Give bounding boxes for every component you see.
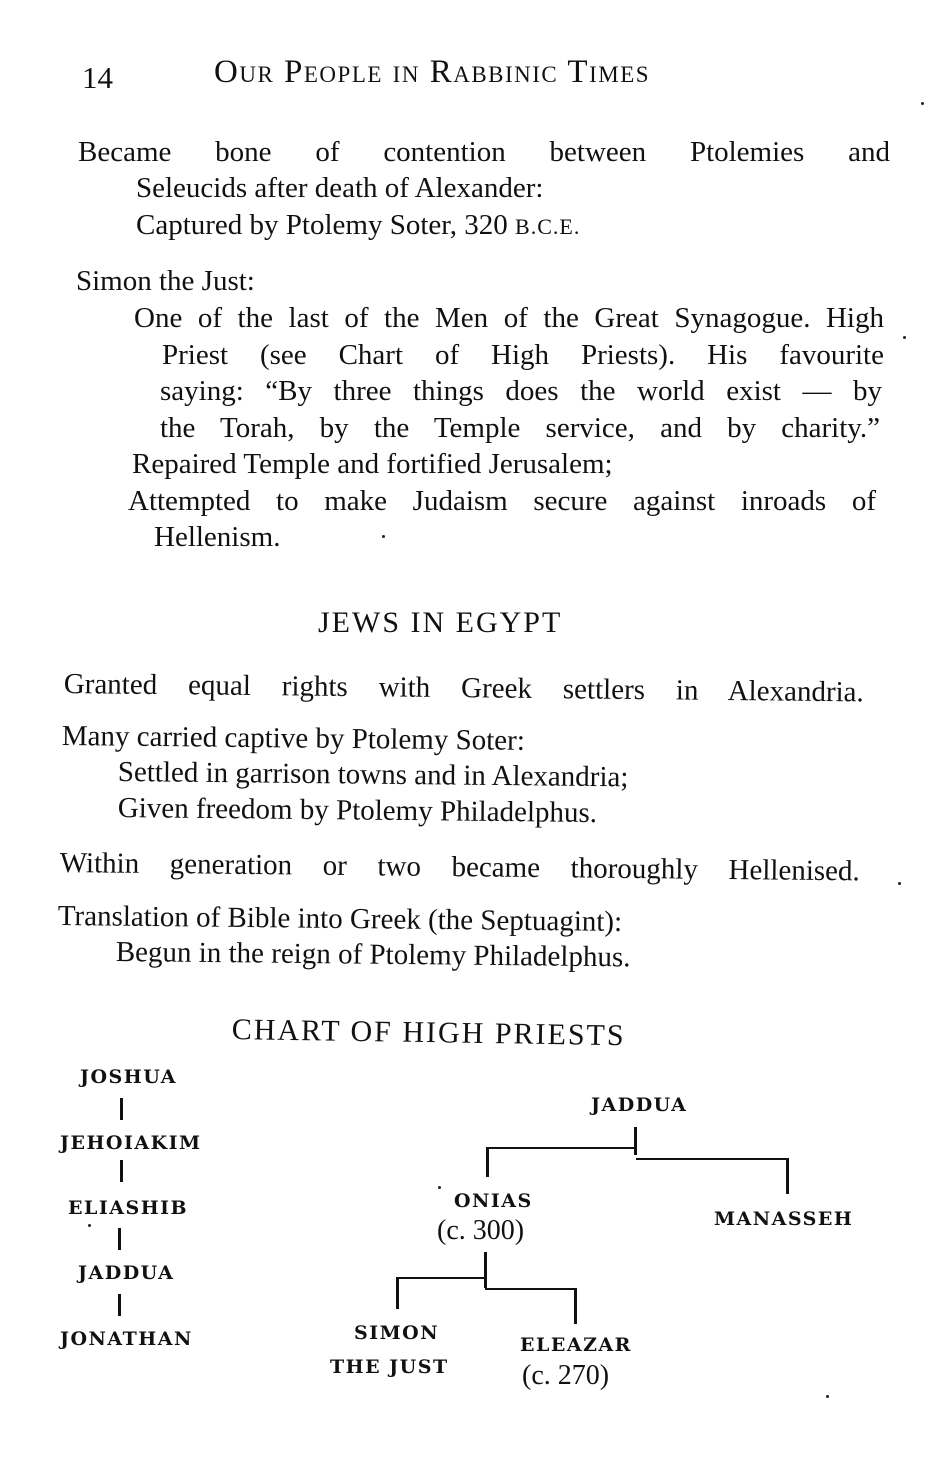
connector — [636, 1158, 788, 1160]
ptolemies-line-3-text: Captured by Ptolemy Soter, 320 — [136, 209, 516, 241]
chart-title: CHART OF HIGH PRIESTS — [231, 1012, 626, 1053]
onias-date: (c. 300) — [437, 1215, 525, 1246]
egypt-line-1: Granted equal rights with Greek settlers in Alexandria. — [63, 667, 864, 709]
egypt-line-7: Begun in the reign of Ptolemy Philadelphus. — [115, 935, 631, 974]
priest-onias: ONIAS — [454, 1190, 533, 1212]
priest-simon-line-2: THE JUST — [330, 1356, 449, 1378]
print-speck — [903, 336, 906, 339]
connector — [396, 1277, 399, 1309]
priest-eliashib: ELIASHIB — [68, 1197, 189, 1219]
simon-p3-line-2: Hellenism. — [154, 521, 281, 553]
simon-p1-line-2: Priest (see Chart of High Priests). His favourite — [162, 339, 884, 371]
connector — [484, 1252, 487, 1288]
print-speck — [382, 535, 385, 538]
ptolemies-line-3 — [136, 207, 580, 245]
simon-p1-line-4: the Torah, by the Temple service, and by charity.” — [160, 412, 880, 444]
print-speck — [921, 102, 924, 105]
priest-jonathan: JONATHAN — [60, 1328, 193, 1350]
egypt-line-2: Many carried captive by Ptolemy Soter: — [61, 719, 526, 757]
print-speck — [88, 1224, 91, 1227]
connector — [118, 1228, 121, 1250]
connector — [786, 1158, 789, 1194]
era-label: B.C.E. — [515, 214, 581, 239]
connector — [486, 1147, 636, 1149]
ptolemies-line-2: Seleucids after death of Alexander: — [136, 172, 544, 204]
eleazar-date: (c. 270) — [522, 1360, 610, 1391]
print-speck — [438, 1186, 441, 1189]
connector — [486, 1147, 489, 1177]
connector — [120, 1098, 123, 1120]
simon-heading: Simon the Just: — [76, 265, 255, 297]
running-title: Our People in Rabbinic Times — [214, 54, 651, 90]
connector — [118, 1294, 121, 1316]
simon-p1-line-3: saying: “By three things does the world exist — by — [160, 375, 882, 407]
priest-simon-line-1: SIMON — [354, 1322, 440, 1344]
egypt-line-3: Settled in garrison towns and in Alexandria; — [117, 755, 629, 794]
connector — [574, 1288, 577, 1324]
connector — [485, 1288, 577, 1290]
priest-jaddua-root: JADDUA — [591, 1094, 688, 1116]
egypt-line-5: Within generation or two became thoroughly Hellenised. — [59, 846, 860, 888]
connector — [397, 1277, 485, 1279]
page-number: 14 — [82, 60, 113, 95]
simon-p2: Repaired Temple and fortified Jerusalem; — [132, 448, 613, 480]
priest-jehoiakim: JEHOIAKIM — [60, 1132, 202, 1154]
priest-joshua: JOSHUA — [80, 1066, 177, 1088]
print-speck — [826, 1395, 829, 1398]
simon-p3-line-1: Attempted to make Judaism secure against inroads of — [128, 485, 876, 517]
simon-p1-line-1: One of the last of the Men of the Great Synagogue. High — [134, 302, 884, 334]
print-speck — [898, 882, 901, 885]
egypt-heading: JEWS IN EGYPT — [318, 606, 563, 639]
connector — [634, 1127, 637, 1155]
priest-manasseh: MANASSEH — [714, 1208, 854, 1230]
egypt-line-6: Translation of Bible into Greek (the Septuagint): — [57, 899, 623, 938]
priest-jaddua-left: JADDUA — [78, 1262, 175, 1284]
egypt-line-4: Given freedom by Ptolemy Philadelphus. — [117, 791, 598, 830]
connector — [120, 1160, 123, 1182]
ptolemies-line-1: Became bone of contention between Ptolemies and — [78, 136, 890, 168]
priest-eleazar: ELEAZAR — [520, 1334, 632, 1356]
